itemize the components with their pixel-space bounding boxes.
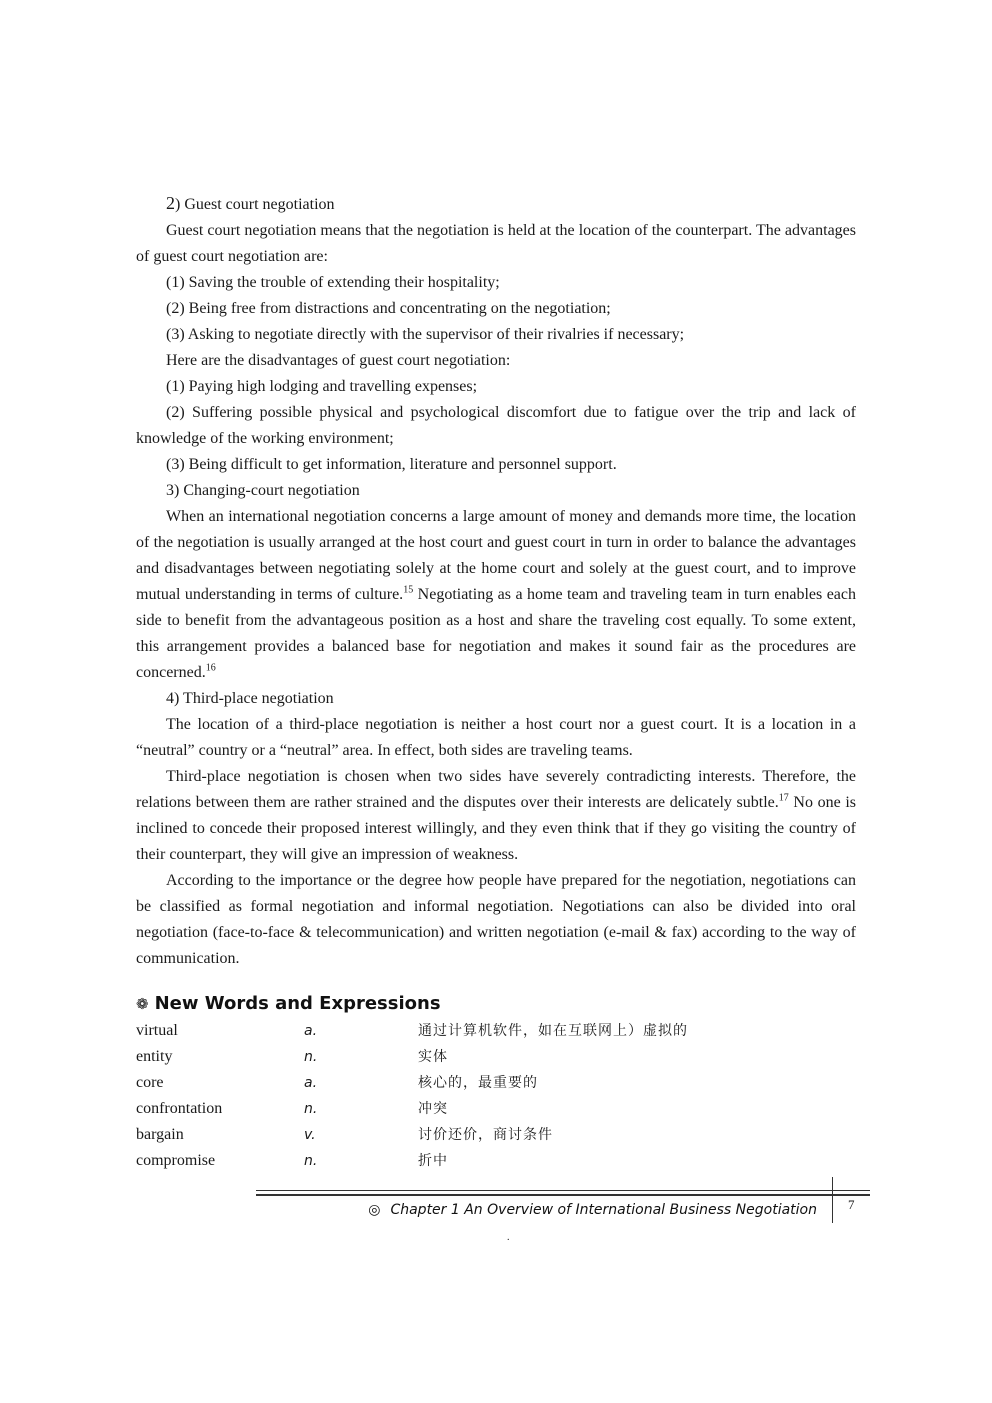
footnote-ref-15: 15 [403,584,414,596]
disadvantages-intro: Here are the disadvantages of guest court negotiation: [166,352,511,369]
section-4-paragraph-3: According to the importance or the degree how people have prepared for the negotiation, negotiations can be classified as formal negotiation and informal negotiation. Negotiations can also be divided into oral negotiation (face-to-face & telecommunication) and written negotiation (e-mail & fax) according to the way of communication. [136,872,856,967]
vocabulary-row [136,1044,856,1070]
advantage-item: (2) Being free from distractions and concentrating on the negotiation; [166,300,611,317]
vocab-part-of-speech: v. [304,1127,316,1143]
footer-rule [256,1190,870,1196]
disadvantage-item: (1) Paying high lodging and travelling expenses; [166,378,478,395]
vocab-meaning: 冲突 [418,1101,448,1117]
vocabulary-row [136,1148,856,1174]
vocab-word: entity [136,1048,173,1065]
footer-divider [832,1177,833,1223]
vocab-part-of-speech: a. [304,1075,318,1091]
vocabulary-list [136,1018,856,1174]
vocab-part-of-speech: n. [304,1153,318,1169]
disadvantage-item: (3) Being difficult to get information, literature and personnel support. [166,456,617,473]
vocabulary-row [136,1096,856,1122]
section-3-heading: 3) Changing-court negotiation [166,482,360,499]
section-4-text-b: No one is inclined to concede their proposed interest willingly, and they even think that if they go visiting the country of their counterpart, they will give an impression of weakness. [136,794,856,863]
section-3-text-b: Negotiating as a home team and traveling team in turn enables each side to benefit from the advantageous position as a host and share the traveling cost equally. To some extent, this arrangement provides a balanced base for negotiation and makes it sound fair as the procedures are concerned. [136,586,857,681]
vocabulary-row [136,1070,856,1096]
vocab-word: virtual [136,1022,178,1039]
new-words-title: New Words and Expressions [154,993,441,1014]
new-words-heading [136,990,856,1018]
advantage-item: (3) Asking to negotiate directly with the supervisor of their rivalries if necessary; [166,326,685,343]
copyright-icon: ◎ [368,1202,381,1218]
vocabulary-row [136,1122,856,1148]
vocab-meaning: 实体 [418,1049,448,1065]
section-2-number: 2 [166,193,175,213]
section-4-paragraph-2 [136,764,856,868]
section-3-text-a: When an international negotiation concerns a large amount of money and demands more time, the location of the negotiation is usually arranged at the host court and guest court in turn in order to balance the advantages and disadvantages between negotiating solely at the home court and solely at the guest court, and to improve mutual understanding in terms of culture. [136,508,856,603]
vocab-word: compromise [136,1152,216,1169]
footer-dot: . [507,1232,510,1243]
section-spacer [136,972,856,990]
section-2-heading [136,190,856,218]
page-number: 7 [848,1197,855,1212]
footnote-ref-17: 17 [778,792,789,804]
section-4-paragraph-1: The location of a third-place negotiation is neither a host court nor a guest court. It is a location in a “neutral” country or a “neutral” area. In effect, both sides are traveling teams. [136,716,856,759]
disadvantage-item: (2) Suffering possible physical and psychological discomfort due to fatigue over the trip and lack of knowledge of the working environment; [136,404,856,447]
vocab-meaning: 核心的，最重要的 [418,1075,538,1091]
section-3-paragraph [136,504,856,686]
vocab-word: core [136,1074,164,1091]
footer-chapter-title: Chapter 1 An Overview of International Business Negotiation [390,1202,817,1218]
vocabulary-row [136,1018,856,1044]
section-2-title: ) Guest court negotiation [175,196,335,213]
footnote-ref-16: 16 [205,662,216,674]
vocab-meaning: 讨价还价，商讨条件 [418,1127,553,1143]
flower-icon: ❁ [136,995,149,1013]
vocab-word: bargain [136,1126,184,1143]
advantage-item: (1) Saving the trouble of extending their hospitality; [166,274,500,291]
section-4-text-a: Third-place negotiation is chosen when two sides have severely contradicting interests. Therefore, the relations between them are rather strained and the disputes over their interests are delicately subtle. [136,768,856,811]
vocab-meaning: 折中 [418,1153,448,1169]
section-2-intro: Guest court negotiation means that the negotiation is held at the location of the counterpart. The advantages of guest court negotiation are: [136,222,856,265]
footer-rule-thick [256,1194,870,1196]
vocab-part-of-speech: n. [304,1049,318,1065]
vocab-word: confrontation [136,1100,223,1117]
section-4-heading: 4) Third-place negotiation [166,690,334,707]
vocab-part-of-speech: n. [304,1101,318,1117]
vocab-meaning: 通过计算机软件，如在互联网上）虚拟的 [418,1023,688,1039]
vocab-part-of-speech: a. [304,1023,318,1039]
footer-chapter [368,1199,817,1221]
page-body [136,190,856,1174]
